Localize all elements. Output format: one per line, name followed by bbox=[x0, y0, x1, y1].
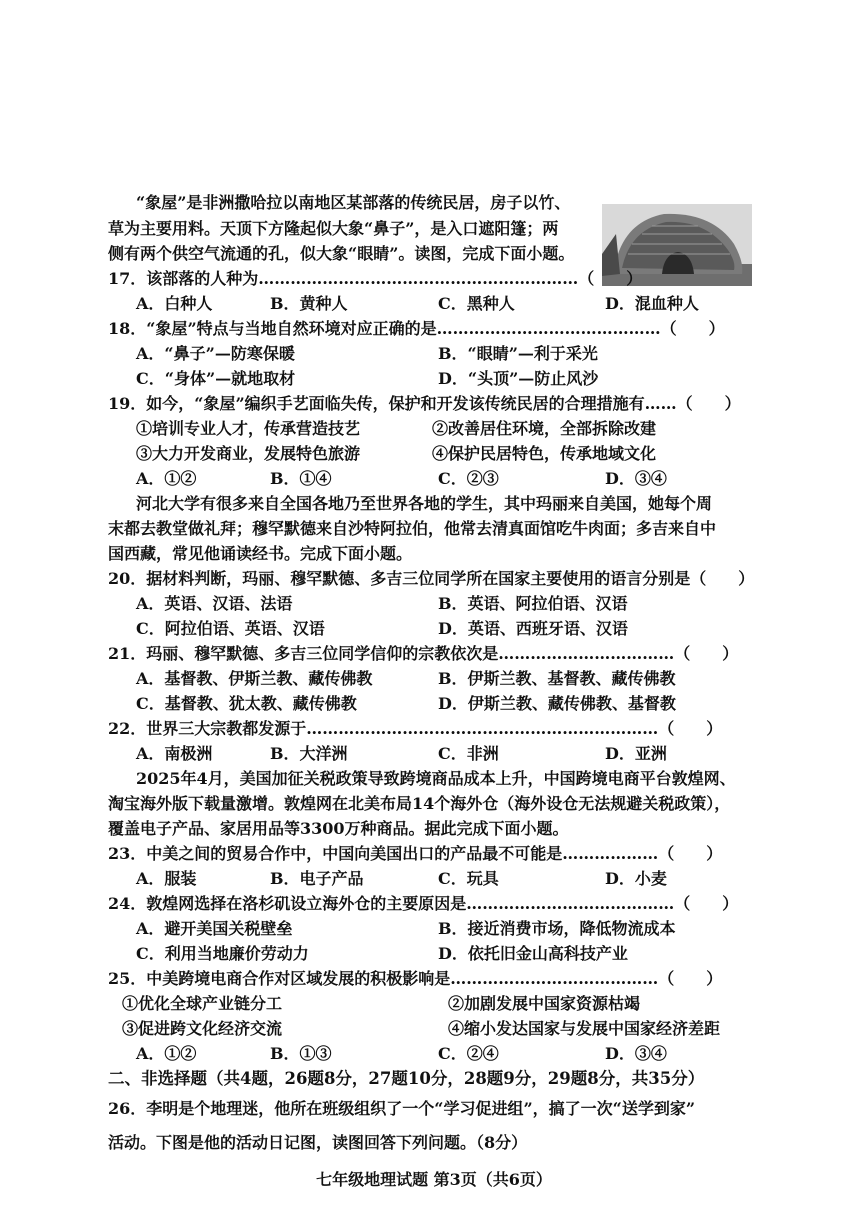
q17-option-b: B．黄种人 bbox=[270, 294, 348, 313]
q24-option-d: D．依托旧金山高科技产业 bbox=[438, 944, 628, 963]
q19-option-c: C．②③ bbox=[438, 469, 499, 488]
q22-option-d: D．亚洲 bbox=[605, 744, 667, 763]
q18-option-d: D．“头顶”—防止风沙 bbox=[438, 369, 599, 388]
q25-option-b: B．①③ bbox=[270, 1044, 332, 1063]
q18-option-c: C．“身体”—就地取材 bbox=[136, 369, 296, 388]
q19-option-b: B．①④ bbox=[270, 469, 332, 488]
q19-statement-4: ④保护民居特色，传承地域文化 bbox=[432, 444, 657, 463]
intro1-line2: 草为主要用料。天顶下方隆起似大象“鼻子”，是入口遮阳篷；两 bbox=[108, 219, 559, 238]
intro2-line2: 末都去教堂做礼拜；穆罕默德来自沙特阿拉伯，他常去清真面馆吃牛肉面；多吉来自中 bbox=[108, 519, 717, 538]
q25-option-c: C．②④ bbox=[438, 1044, 499, 1063]
intro1-line1: “象屋”是非洲撒哈拉以南地区某部落的传统民居，房子以竹、 bbox=[136, 193, 571, 212]
q25-option-d: D．③④ bbox=[605, 1044, 667, 1063]
q25-statement-1: ①优化全球产业链分工 bbox=[122, 994, 283, 1013]
q19-statement-1: ①培训专业人才，传承营造技艺 bbox=[136, 419, 361, 438]
q23-option-b: B．电子产品 bbox=[270, 869, 364, 888]
q23-option-c: C．玩具 bbox=[438, 869, 499, 888]
q23-option-d: D．小麦 bbox=[605, 869, 667, 888]
q23-option-a: A．服装 bbox=[136, 869, 197, 888]
q25-statement-4: ④缩小发达国家与发展中国家经济差距 bbox=[448, 1019, 721, 1038]
q22-option-c: C．非洲 bbox=[438, 744, 499, 763]
q24-option-a: A．避开美国关税壁垒 bbox=[136, 919, 293, 938]
intro1-line3: 侧有两个供空气流通的孔，似大象“眼睛”。读图，完成下面小题。 bbox=[108, 244, 575, 263]
q18-option-b: B．“眼睛”—利于采光 bbox=[438, 344, 598, 363]
question-25: 25．中美跨境电商合作对区域发展的积极影响是…………………………………（ ） bbox=[108, 969, 723, 988]
intro3-line2: 淘宝海外版下载量激增。敦煌网在北美布局14个海外仓（海外设仓无法规避关税政策）， bbox=[108, 794, 731, 813]
q21-option-c: C．基督教、犹太教、藏传佛教 bbox=[136, 694, 357, 713]
q21-option-b: B．伊斯兰教、基督教、藏传佛教 bbox=[438, 669, 676, 688]
question-19: 19．如今，“象屋”编织手艺面临失传，保护和开发该传统民居的合理措施有……（ ） bbox=[108, 394, 741, 413]
question-26-line1: 26．李明是个地理迷，他所在班级组织了一个“学习促进组”，搞了一次“送学到家” bbox=[108, 1099, 696, 1118]
q20-option-b: B．英语、阿拉伯语、汉语 bbox=[438, 594, 628, 613]
q24-option-b: B．接近消费市场，降低物流成本 bbox=[438, 919, 676, 938]
question-17: 17．该部落的人种为……………………………………………………（ ） bbox=[108, 269, 643, 288]
q19-statement-3: ③大力开发商业，发展特色旅游 bbox=[136, 444, 361, 463]
question-18: 18．“象屋”特点与当地自然环境对应正确的是……………………………………（ ） bbox=[108, 319, 725, 338]
q17-option-d: D．混血种人 bbox=[605, 294, 699, 313]
q24-option-c: C．利用当地廉价劳动力 bbox=[136, 944, 309, 963]
q19-statement-2: ②改善居住环境，全部拆除改建 bbox=[432, 419, 657, 438]
question-23: 23．中美之间的贸易合作中，中国向美国出口的产品最不可能是………………（ ） bbox=[108, 844, 723, 863]
q17-option-c: C．黑种人 bbox=[438, 294, 515, 313]
q17-option-a: A．白种人 bbox=[136, 294, 213, 313]
section-2-heading: 二、非选择题（共4题，26题8分，27题10分，28题9分，29题8分，共35分） bbox=[108, 1069, 705, 1088]
q25-option-a: A．①② bbox=[136, 1044, 197, 1063]
question-24: 24．敦煌网选择在洛杉矶设立海外仓的主要原因是…………………………………（ ） bbox=[108, 894, 739, 913]
q25-statement-3: ③促进跨文化经济交流 bbox=[122, 1019, 283, 1038]
q22-option-b: B．大洋洲 bbox=[270, 744, 348, 763]
intro2-line3: 国西藏，常见他诵读经书。完成下面小题。 bbox=[108, 544, 413, 563]
q18-option-a: A．“鼻子”—防寒保暖 bbox=[136, 344, 295, 363]
q19-option-a: A．①② bbox=[136, 469, 197, 488]
intro2-line1: 河北大学有很多来自全国各地乃至世界各地的学生，其中玛丽来自美国，她每个周 bbox=[136, 494, 713, 513]
q20-option-d: D．英语、西班牙语、汉语 bbox=[438, 619, 628, 638]
question-26-line2: 活动。下图是他的活动日记图，读图回答下列问题。（8分） bbox=[108, 1133, 528, 1152]
page-footer: 七年级地理试题 第3页（共6页） bbox=[316, 1170, 552, 1189]
intro3-line1: 2025年4月，美国加征关税政策导致跨境商品成本上升，中国跨境电商平台敦煌网、 bbox=[136, 769, 736, 788]
q22-option-a: A．南极洲 bbox=[136, 744, 213, 763]
q21-option-d: D．伊斯兰教、藏传佛教、基督教 bbox=[438, 694, 676, 713]
question-21: 21．玛丽、穆罕默德、多吉三位同学信仰的宗教依次是……………………………（ ） bbox=[108, 644, 739, 663]
question-20: 20．据材料判断，玛丽、穆罕默德、多吉三位同学所在国家主要使用的语言分别是（ ） bbox=[108, 569, 755, 588]
q19-option-d: D．③④ bbox=[605, 469, 667, 488]
intro3-line3: 覆盖电子产品、家居用品等3300万种商品。据此完成下面小题。 bbox=[108, 819, 569, 838]
q20-option-c: C．阿拉伯语、英语、汉语 bbox=[136, 619, 325, 638]
q20-option-a: A．英语、汉语、法语 bbox=[136, 594, 293, 613]
question-22: 22．世界三大宗教都发源于…………………………………………………………（ ） bbox=[108, 719, 723, 738]
q21-option-a: A．基督教、伊斯兰教、藏传佛教 bbox=[136, 669, 373, 688]
q25-statement-2: ②加剧发展中国家资源枯竭 bbox=[448, 994, 641, 1013]
